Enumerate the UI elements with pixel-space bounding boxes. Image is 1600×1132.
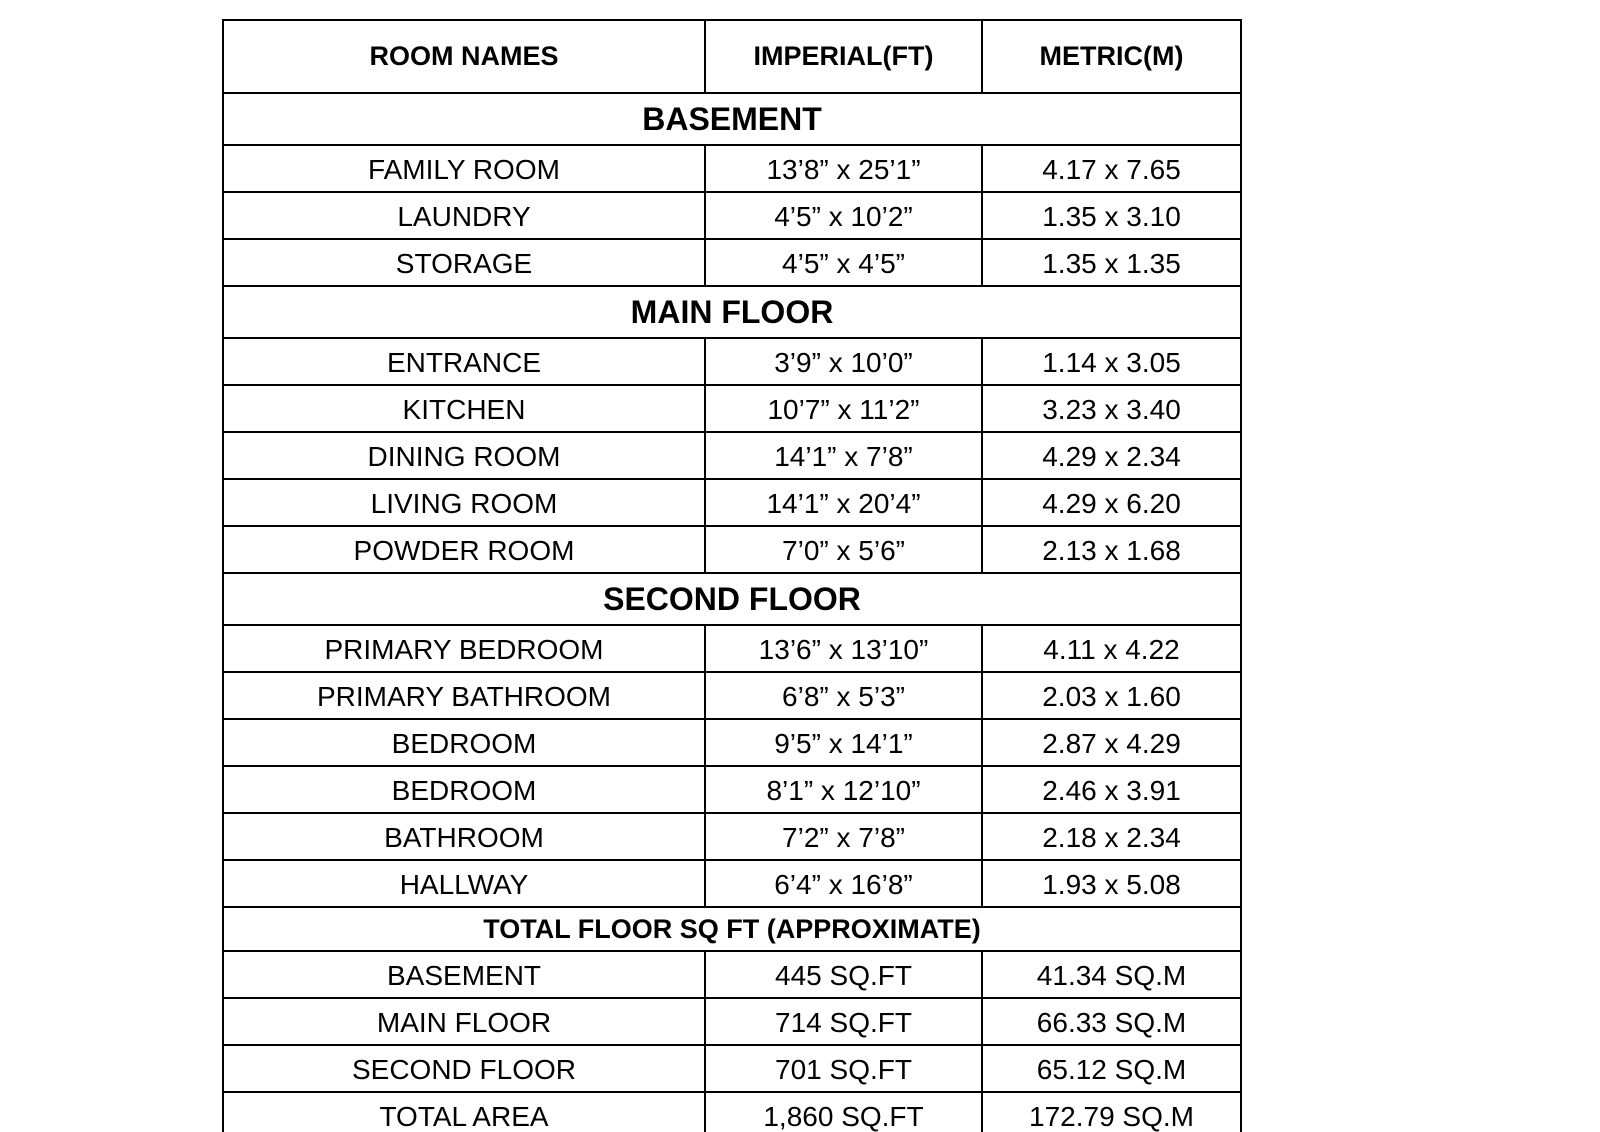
section-title: TOTAL FLOOR SQ FT (APPROXIMATE) xyxy=(223,907,1241,951)
table-header-row xyxy=(223,20,1241,93)
imperial-cell: 3’9” x 10’0” xyxy=(705,338,982,385)
room-name-cell: PRIMARY BATHROOM xyxy=(223,672,705,719)
table-row xyxy=(223,239,1241,286)
table-row xyxy=(223,385,1241,432)
table-row xyxy=(223,625,1241,672)
section-title: MAIN FLOOR xyxy=(223,286,1241,338)
imperial-cell: 714 SQ.FT xyxy=(705,998,982,1045)
section-title: SECOND FLOOR xyxy=(223,573,1241,625)
metric-cell: 1.35 x 3.10 xyxy=(982,192,1241,239)
imperial-cell: 13’8” x 25’1” xyxy=(705,145,982,192)
metric-cell: 41.34 SQ.M xyxy=(982,951,1241,998)
metric-cell: 2.03 x 1.60 xyxy=(982,672,1241,719)
imperial-cell: 4’5” x 4’5” xyxy=(705,239,982,286)
metric-cell: 4.11 x 4.22 xyxy=(982,625,1241,672)
imperial-cell: 7’2” x 7’8” xyxy=(705,813,982,860)
imperial-cell: 4’5” x 10’2” xyxy=(705,192,982,239)
section-row-basement xyxy=(223,93,1241,145)
room-name-cell: DINING ROOM xyxy=(223,432,705,479)
section-row-main-floor xyxy=(223,286,1241,338)
room-dimensions-table xyxy=(222,19,1242,1132)
metric-cell: 2.46 x 3.91 xyxy=(982,766,1241,813)
table-row xyxy=(223,1045,1241,1092)
section-row-total-floor-sq-ft-approximate xyxy=(223,907,1241,951)
metric-cell: 2.18 x 2.34 xyxy=(982,813,1241,860)
metric-cell: 4.29 x 2.34 xyxy=(982,432,1241,479)
table-row xyxy=(223,766,1241,813)
room-name-cell: SECOND FLOOR xyxy=(223,1045,705,1092)
table-row xyxy=(223,719,1241,766)
table-row xyxy=(223,813,1241,860)
metric-cell: 2.87 x 4.29 xyxy=(982,719,1241,766)
room-name-cell: MAIN FLOOR xyxy=(223,998,705,1045)
imperial-cell: 7’0” x 5’6” xyxy=(705,526,982,573)
table-row xyxy=(223,998,1241,1045)
room-name-cell: ENTRANCE xyxy=(223,338,705,385)
imperial-cell: 1,860 SQ.FT xyxy=(705,1092,982,1132)
metric-cell: 65.12 SQ.M xyxy=(982,1045,1241,1092)
header-imperial: IMPERIAL(FT) xyxy=(705,20,982,93)
room-name-cell: TOTAL AREA xyxy=(223,1092,705,1132)
room-name-cell: FAMILY ROOM xyxy=(223,145,705,192)
room-name-cell: BEDROOM xyxy=(223,766,705,813)
imperial-cell: 9’5” x 14’1” xyxy=(705,719,982,766)
room-name-cell: POWDER ROOM xyxy=(223,526,705,573)
room-name-cell: LAUNDRY xyxy=(223,192,705,239)
metric-cell: 2.13 x 1.68 xyxy=(982,526,1241,573)
table-row xyxy=(223,432,1241,479)
imperial-cell: 14’1” x 7’8” xyxy=(705,432,982,479)
table-row xyxy=(223,192,1241,239)
metric-cell: 1.93 x 5.08 xyxy=(982,860,1241,907)
metric-cell: 4.29 x 6.20 xyxy=(982,479,1241,526)
room-name-cell: HALLWAY xyxy=(223,860,705,907)
imperial-cell: 10’7” x 11’2” xyxy=(705,385,982,432)
table-row xyxy=(223,860,1241,907)
header-metric: METRIC(M) xyxy=(982,20,1241,93)
section-title: BASEMENT xyxy=(223,93,1241,145)
table-row xyxy=(223,672,1241,719)
table-row xyxy=(223,145,1241,192)
metric-cell: 172.79 SQ.M xyxy=(982,1092,1241,1132)
imperial-cell: 445 SQ.FT xyxy=(705,951,982,998)
imperial-cell: 6’4” x 16’8” xyxy=(705,860,982,907)
table-row xyxy=(223,479,1241,526)
imperial-cell: 701 SQ.FT xyxy=(705,1045,982,1092)
imperial-cell: 6’8” x 5’3” xyxy=(705,672,982,719)
room-name-cell: BEDROOM xyxy=(223,719,705,766)
metric-cell: 1.35 x 1.35 xyxy=(982,239,1241,286)
room-name-cell: PRIMARY BEDROOM xyxy=(223,625,705,672)
room-name-cell: STORAGE xyxy=(223,239,705,286)
metric-cell: 66.33 SQ.M xyxy=(982,998,1241,1045)
table-row xyxy=(223,951,1241,998)
metric-cell: 4.17 x 7.65 xyxy=(982,145,1241,192)
imperial-cell: 14’1” x 20’4” xyxy=(705,479,982,526)
header-room-names: ROOM NAMES xyxy=(223,20,705,93)
table-row xyxy=(223,526,1241,573)
metric-cell: 1.14 x 3.05 xyxy=(982,338,1241,385)
imperial-cell: 13’6” x 13’10” xyxy=(705,625,982,672)
room-name-cell: LIVING ROOM xyxy=(223,479,705,526)
imperial-cell: 8’1” x 12’10” xyxy=(705,766,982,813)
table-row xyxy=(223,1092,1241,1132)
table-row xyxy=(223,338,1241,385)
metric-cell: 3.23 x 3.40 xyxy=(982,385,1241,432)
room-name-cell: KITCHEN xyxy=(223,385,705,432)
room-name-cell: BATHROOM xyxy=(223,813,705,860)
room-name-cell: BASEMENT xyxy=(223,951,705,998)
table-body xyxy=(223,93,1241,1132)
section-row-second-floor xyxy=(223,573,1241,625)
